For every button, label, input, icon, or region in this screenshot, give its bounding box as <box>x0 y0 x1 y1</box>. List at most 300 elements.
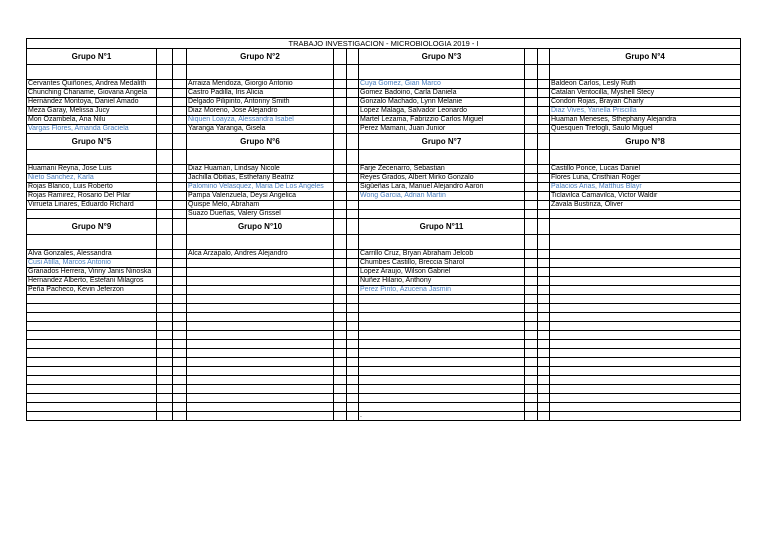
spacer-cell <box>538 304 550 313</box>
group-header-row <box>27 219 741 235</box>
empty-cell <box>359 150 525 165</box>
member-name <box>359 403 525 412</box>
spacer-cell <box>157 98 173 107</box>
member-name <box>187 268 334 277</box>
member-name <box>27 304 157 313</box>
member-row <box>27 313 741 322</box>
spacer-cell <box>347 219 359 235</box>
member-name: Huamani Reyna, Jose Luis <box>27 165 157 174</box>
spacer-cell <box>525 349 538 358</box>
member-name: Cuya Gomez, Gian Marco <box>359 80 525 89</box>
spacer-cell <box>334 116 347 125</box>
spacer-cell <box>173 192 187 201</box>
spacer-cell <box>334 125 347 134</box>
spacer-cell <box>347 116 359 125</box>
spacer-cell <box>538 125 550 134</box>
spacer-cell <box>538 89 550 98</box>
member-name: Carrillo Cruz, Bryan Abraham Jelcob <box>359 250 525 259</box>
spacer-cell <box>525 313 538 322</box>
empty-cell <box>157 235 173 250</box>
member-name <box>550 286 741 295</box>
member-row <box>27 277 741 286</box>
spacer-cell <box>347 322 359 331</box>
spacer-cell <box>157 313 173 322</box>
spacer-cell <box>538 250 550 259</box>
spacer-cell <box>347 125 359 134</box>
empty-cell <box>27 412 157 421</box>
member-name: Nuñez Hilario, Anthony <box>359 277 525 286</box>
member-row <box>27 403 741 412</box>
member-name: Wong Garcia, Adrian Martin <box>359 192 525 201</box>
spacer-cell <box>157 174 173 183</box>
member-row <box>27 183 741 192</box>
spacer-cell <box>173 313 187 322</box>
empty-cell <box>525 150 538 165</box>
spacer-cell <box>347 107 359 116</box>
member-name: Castro Padilla, Iris Alicia <box>187 89 334 98</box>
spacer-cell <box>173 367 187 376</box>
spacer-cell <box>525 367 538 376</box>
member-name <box>359 313 525 322</box>
spacer-cell <box>525 210 538 219</box>
spacer-cell <box>525 385 538 394</box>
empty-cell <box>157 65 173 80</box>
member-name <box>359 340 525 349</box>
spacer-cell <box>157 358 173 367</box>
spacer-cell <box>157 286 173 295</box>
member-name: Quispe Melo, Abraham <box>187 201 334 210</box>
empty-cell <box>525 412 538 421</box>
member-name: Mori Ozambela, Ana Nilu <box>27 116 157 125</box>
spacer-cell <box>157 277 173 286</box>
member-name: Alca Arzapalo, Andres Alejandro <box>187 250 334 259</box>
spacer-cell <box>334 286 347 295</box>
spacer-cell <box>173 403 187 412</box>
spacer-cell <box>173 219 187 235</box>
spacer-cell <box>334 250 347 259</box>
spacer-cell <box>157 210 173 219</box>
group-header-row <box>27 134 741 150</box>
spacer-cell <box>334 49 347 65</box>
member-name: Pampa Valenzuela, Deysi Angelica <box>187 192 334 201</box>
spacer-cell <box>334 394 347 403</box>
spacer-cell <box>157 403 173 412</box>
member-name: Vargas Flores, Amanda Graciela <box>27 125 157 134</box>
spacer-cell <box>538 210 550 219</box>
empty-cell <box>538 412 550 421</box>
spacer-cell <box>538 107 550 116</box>
empty-cell <box>538 65 550 80</box>
spacer-cell <box>347 358 359 367</box>
spacer-cell <box>157 367 173 376</box>
member-row <box>27 116 741 125</box>
empty-cell <box>525 235 538 250</box>
member-name <box>359 358 525 367</box>
member-name <box>187 385 334 394</box>
member-name <box>550 376 741 385</box>
spacer-cell <box>538 331 550 340</box>
spacer-cell <box>334 80 347 89</box>
spacer-cell <box>173 304 187 313</box>
member-name: Farje Zecenarro, Sebastian <box>359 165 525 174</box>
member-name <box>27 331 157 340</box>
footer-row <box>27 412 741 421</box>
member-name: Arraiza Mendoza, Giorgio Antonio <box>187 80 334 89</box>
member-name <box>187 376 334 385</box>
member-row <box>27 295 741 304</box>
member-name: Granados Herrera, Vinny Janis Ninoska <box>27 268 157 277</box>
member-name <box>27 367 157 376</box>
member-name <box>550 250 741 259</box>
spacer-cell <box>525 268 538 277</box>
spacer-cell <box>334 322 347 331</box>
group-heading: Grupo N°5 <box>27 134 157 150</box>
member-row <box>27 89 741 98</box>
spacer-cell <box>173 201 187 210</box>
member-name <box>550 349 741 358</box>
member-name <box>187 277 334 286</box>
spacer-cell <box>347 98 359 107</box>
member-name <box>187 322 334 331</box>
member-name <box>27 385 157 394</box>
spacer-cell <box>157 89 173 98</box>
group-heading: Grupo N°1 <box>27 49 157 65</box>
spacer-cell <box>157 201 173 210</box>
member-name: Castillo Ponce, Lucas Daniel <box>550 165 741 174</box>
empty-cell <box>27 235 157 250</box>
spacer-cell <box>525 107 538 116</box>
spacer-cell <box>173 250 187 259</box>
empty-cell <box>187 235 334 250</box>
spacer-cell <box>173 89 187 98</box>
member-name <box>550 313 741 322</box>
member-name: Suazo Dueñas, Valery Grissel <box>187 210 334 219</box>
member-name: Baldeon Carlos, Lesly Ruth <box>550 80 741 89</box>
spacer-cell <box>334 201 347 210</box>
empty-cell <box>359 235 525 250</box>
spacer-cell <box>525 286 538 295</box>
spacer-cell <box>173 49 187 65</box>
spacer-cell <box>525 192 538 201</box>
spacer-cell <box>334 403 347 412</box>
spacer-cell <box>347 376 359 385</box>
member-name: Niquen Loayza, Alessandra Isabel <box>187 116 334 125</box>
member-name: Alva Gonzales, Alessandra <box>27 250 157 259</box>
empty-cell <box>157 412 173 421</box>
spacer-cell <box>157 219 173 235</box>
empty-cell <box>187 412 334 421</box>
member-name: Reyes Grados, Albert Mirko Gonzalo <box>359 174 525 183</box>
member-name <box>187 313 334 322</box>
group-header-row <box>27 49 741 65</box>
member-name: Lopez Malaga, Salvador Leonardo <box>359 107 525 116</box>
member-row <box>27 376 741 385</box>
member-row <box>27 268 741 277</box>
spacer-cell <box>157 259 173 268</box>
spacer-cell <box>334 358 347 367</box>
member-name: Sigüeñas Lara, Manuel Alejandro Aaron <box>359 183 525 192</box>
spacer-cell <box>347 210 359 219</box>
spacer-cell <box>525 394 538 403</box>
member-name <box>27 210 157 219</box>
member-name: Flores Luna, Cristhian Roger <box>550 174 741 183</box>
member-name <box>27 358 157 367</box>
empty-cell <box>525 65 538 80</box>
spacer-cell <box>525 219 538 235</box>
member-name <box>359 322 525 331</box>
empty-cell <box>347 65 359 80</box>
empty-cell <box>173 412 187 421</box>
spacer-cell <box>538 295 550 304</box>
member-row <box>27 304 741 313</box>
spacer-cell <box>173 286 187 295</box>
member-row <box>27 286 741 295</box>
empty-cell <box>173 150 187 165</box>
member-name: Peña Pacheco, Kevin Jeferzon <box>27 286 157 295</box>
spacer-cell <box>157 165 173 174</box>
member-name: Meza Garay, Melissa Jucy <box>27 107 157 116</box>
spacer-cell <box>538 134 550 150</box>
empty-cell <box>187 65 334 80</box>
member-name: Diaz Moreno, Jose Alejandro <box>187 107 334 116</box>
spacer-cell <box>334 331 347 340</box>
spacer-cell <box>347 80 359 89</box>
empty-cell <box>27 65 157 80</box>
member-row <box>27 210 741 219</box>
spacer-cell <box>525 80 538 89</box>
member-name: Quesquen Trefogli, Saulo Miguel <box>550 125 741 134</box>
member-name: Cervantes Quiñones, Andrea Medalith <box>27 80 157 89</box>
member-name <box>550 385 741 394</box>
group-heading <box>550 219 741 235</box>
member-name <box>359 304 525 313</box>
member-name <box>550 295 741 304</box>
spacer-cell <box>157 192 173 201</box>
spacer-cell <box>157 134 173 150</box>
spacer-cell <box>347 340 359 349</box>
empty-cell <box>538 235 550 250</box>
spacer-cell <box>538 286 550 295</box>
spacer-cell <box>173 277 187 286</box>
member-name <box>550 340 741 349</box>
member-name <box>187 349 334 358</box>
spacer-cell <box>334 192 347 201</box>
member-row <box>27 259 741 268</box>
spacer-cell <box>347 286 359 295</box>
spacer-cell <box>334 183 347 192</box>
spacer-cell <box>334 174 347 183</box>
member-name <box>187 358 334 367</box>
spacer-cell <box>525 165 538 174</box>
spacer-cell <box>525 358 538 367</box>
spacer-cell <box>334 277 347 286</box>
spacer-cell <box>525 322 538 331</box>
member-name: Perez Pinto, Azucena Jasmin <box>359 286 525 295</box>
spacer-cell <box>173 134 187 150</box>
spacer-cell <box>525 259 538 268</box>
title-row <box>27 39 741 49</box>
member-name: Chunching Chaname, Giovana Angela <box>27 89 157 98</box>
member-name <box>27 340 157 349</box>
spacer-cell <box>334 210 347 219</box>
spacer-cell <box>538 340 550 349</box>
member-name: Zavala Bustinza, Oliver <box>550 201 741 210</box>
member-name <box>359 349 525 358</box>
member-row <box>27 322 741 331</box>
spacer-cell <box>538 49 550 65</box>
spacer-cell <box>334 98 347 107</box>
group-heading: Grupo N°2 <box>187 49 334 65</box>
group-heading: Grupo N°10 <box>187 219 334 235</box>
spacer-cell <box>525 331 538 340</box>
spacer-cell <box>173 116 187 125</box>
spacer-cell <box>347 49 359 65</box>
member-name <box>27 313 157 322</box>
member-name <box>187 304 334 313</box>
spacer-cell <box>157 304 173 313</box>
member-name <box>27 403 157 412</box>
member-name: Yaranga Yaranga, Gisela <box>187 125 334 134</box>
spacer-cell <box>525 98 538 107</box>
empty-cell <box>334 412 347 421</box>
spacer-cell <box>157 107 173 116</box>
spacer-cell <box>525 201 538 210</box>
empty-cell <box>550 412 741 421</box>
member-name: Perez Mamani, Juan Junior <box>359 125 525 134</box>
spacer-cell <box>157 376 173 385</box>
spacer-cell <box>347 349 359 358</box>
member-row <box>27 174 741 183</box>
spacer-cell <box>334 340 347 349</box>
spacer-cell <box>538 116 550 125</box>
spacer-cell <box>538 394 550 403</box>
member-name <box>550 304 741 313</box>
group-heading: Grupo N°8 <box>550 134 741 150</box>
spacer-cell <box>347 403 359 412</box>
sheet-title: TRABAJO INVESTIGACION - MICROBIOLOGIA 2019 - I <box>27 39 741 49</box>
empty-cell <box>173 235 187 250</box>
spacer-cell <box>347 394 359 403</box>
spacer-cell <box>173 340 187 349</box>
empty-cell <box>187 150 334 165</box>
member-row <box>27 98 741 107</box>
member-name <box>27 394 157 403</box>
spacer-cell <box>173 183 187 192</box>
group-heading: Grupo N°7 <box>359 134 525 150</box>
group-roster-table <box>26 38 741 421</box>
member-row <box>27 201 741 210</box>
member-name <box>550 394 741 403</box>
spacer-cell <box>173 98 187 107</box>
member-name <box>187 367 334 376</box>
spacer-cell <box>173 107 187 116</box>
spacer-cell <box>538 201 550 210</box>
spacer-cell <box>173 322 187 331</box>
spacer-cell <box>334 134 347 150</box>
spacer-cell <box>538 219 550 235</box>
spacer-cell <box>347 89 359 98</box>
empty-cell <box>550 235 741 250</box>
spacer-cell <box>347 259 359 268</box>
spacer-cell <box>157 331 173 340</box>
member-name: Lopez Araujo, Wilson Gabriel <box>359 268 525 277</box>
spacer-cell <box>538 385 550 394</box>
member-name <box>187 394 334 403</box>
spacer-cell <box>347 174 359 183</box>
empty-cell <box>550 150 741 165</box>
spacer-cell <box>173 174 187 183</box>
member-name: Martel Lezama, Fabrizzio Carlos Miguel <box>359 116 525 125</box>
spacer-cell <box>173 295 187 304</box>
group-heading: Grupo N°4 <box>550 49 741 65</box>
member-row <box>27 250 741 259</box>
spacer-cell <box>173 125 187 134</box>
spacer-cell <box>173 165 187 174</box>
spacer-cell <box>334 349 347 358</box>
spacer-cell <box>347 165 359 174</box>
spacer-cell <box>347 201 359 210</box>
spacer-cell <box>173 349 187 358</box>
member-name <box>550 322 741 331</box>
spacer-cell <box>525 89 538 98</box>
spacer-cell <box>347 304 359 313</box>
spacer-cell <box>538 376 550 385</box>
spacer-cell <box>157 340 173 349</box>
spacer-cell <box>173 376 187 385</box>
spacer-cell <box>334 165 347 174</box>
spacer-cell <box>347 331 359 340</box>
spacer-cell <box>347 250 359 259</box>
member-name <box>359 385 525 394</box>
member-name: Rojas Ramirez, Rosario Del Pilar <box>27 192 157 201</box>
spacer-cell <box>525 174 538 183</box>
spacer-cell <box>525 183 538 192</box>
group-heading: Grupo N°11 <box>359 219 525 235</box>
spacer-cell <box>334 295 347 304</box>
member-name <box>550 403 741 412</box>
spacer-cell <box>538 403 550 412</box>
spacer-cell <box>173 210 187 219</box>
spacer-cell <box>525 250 538 259</box>
spacer-cell <box>157 349 173 358</box>
member-name <box>550 367 741 376</box>
group-heading: Grupo N°3 <box>359 49 525 65</box>
spacer-cell <box>538 183 550 192</box>
member-name <box>359 376 525 385</box>
member-name <box>187 403 334 412</box>
spacer-cell <box>347 268 359 277</box>
empty-cell <box>27 150 157 165</box>
member-name <box>550 358 741 367</box>
spacer-cell <box>538 349 550 358</box>
spacer-cell <box>347 313 359 322</box>
member-name: Nieto Sanchez, Karla <box>27 174 157 183</box>
member-name <box>550 268 741 277</box>
spacer-cell <box>334 385 347 394</box>
member-name <box>187 331 334 340</box>
member-name: Palacios Arias, Matthus Blayr <box>550 183 741 192</box>
member-name: Chumbes Castillo, Breccia Sharol <box>359 259 525 268</box>
member-name: Rojas Blanco, Luis Roberto <box>27 183 157 192</box>
spacer-cell <box>173 268 187 277</box>
spacer-cell <box>525 304 538 313</box>
spacer-cell <box>525 376 538 385</box>
spacer-cell <box>157 322 173 331</box>
spacer-cell <box>525 134 538 150</box>
empty-cell <box>334 65 347 80</box>
member-name <box>550 277 741 286</box>
empty-cell <box>334 235 347 250</box>
